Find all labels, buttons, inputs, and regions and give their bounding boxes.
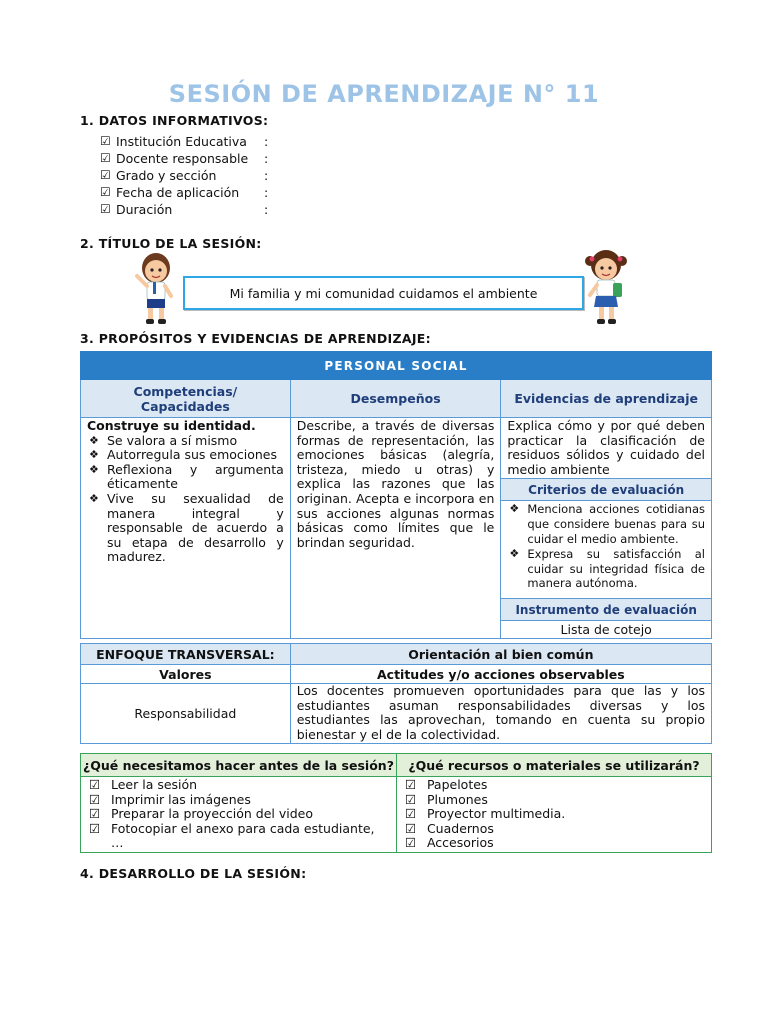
column-header-valores: Valores bbox=[81, 665, 291, 684]
list-item: ☑ Papelotes bbox=[404, 777, 488, 792]
checkbox-icon: ☑ bbox=[404, 835, 417, 851]
list-item: ☑ Accesorios bbox=[404, 835, 494, 851]
checkbox-icon: ☑ bbox=[89, 777, 101, 792]
checkbox-icon: ☑ bbox=[404, 820, 417, 836]
list-item: ☑ Preparar la proyección del video bbox=[89, 806, 313, 822]
datos-separator: : bbox=[264, 134, 269, 149]
column-header-evidencias: Evidencias de aprendizaje bbox=[501, 380, 712, 418]
page-title: SESIÓN DE APRENDIZAJE N° 11 bbox=[168, 80, 600, 108]
datos-list bbox=[100, 133, 268, 218]
datos-item bbox=[100, 167, 268, 184]
checkbox-icon: ☑ bbox=[89, 820, 101, 836]
evidencia-cell: Explica cómo y por qué deben practicar la clasificación de residuos sólidos y cuidado del medio ambiente bbox=[501, 418, 712, 479]
datos-separator: : bbox=[264, 202, 269, 217]
preparacion-table bbox=[80, 753, 712, 853]
checkbox-icon: ☑ bbox=[100, 168, 111, 182]
list-item: ❖ Se valora a sí mismo bbox=[87, 434, 284, 449]
datos-label: Fecha de aplicación bbox=[116, 185, 240, 200]
list-item: ❖ Vive su sexualidad de manera integral y responsable de acuerdo a su etapa de desarrollo y madurez. bbox=[87, 492, 284, 565]
criterios-cell bbox=[501, 501, 712, 599]
session-title-box: Mi familia y mi comunidad cuidamos el ambiente bbox=[183, 276, 584, 310]
list-item: ❖ Menciona acciones cotidianas que considere buenas para su cuidar el medio ambiente. bbox=[507, 502, 705, 546]
checkbox-icon: ☑ bbox=[100, 185, 111, 199]
checkbox-icon: ☑ bbox=[100, 202, 111, 216]
competencia-title: Construye su identidad. bbox=[87, 418, 256, 433]
checkbox-icon: ☑ bbox=[404, 806, 417, 822]
instrumento-header: Instrumento de evaluación bbox=[501, 599, 712, 621]
recursos-list bbox=[396, 777, 711, 853]
list-item: ☑ Imprimir las imágenes bbox=[89, 791, 251, 807]
list-item: ☑ Leer la sesión bbox=[89, 777, 198, 792]
propositos-table bbox=[80, 351, 712, 639]
desempeno-cell: Describe, a través de diversas formas de representación, las emociones básicas (alegría, tristeza, miedo u otras) y explica las razones que las originan. Acepta e incorpora en sus acciones algunas normas básicas como límites que le brindan seguridad. bbox=[290, 418, 501, 639]
checkbox-icon: ☑ bbox=[404, 791, 417, 807]
section-heading-titulo: 2. TÍTULO DE LA SESIÓN: bbox=[80, 236, 262, 251]
list-item: ☑ Fotocopiar el anexo para cada estudiante, … bbox=[89, 820, 375, 851]
criterios-header: Criterios de evaluación bbox=[501, 479, 712, 501]
datos-label: Grado y sección bbox=[116, 168, 217, 183]
valor-cell: Responsabilidad bbox=[81, 684, 291, 744]
checkbox-icon: ☑ bbox=[100, 134, 111, 148]
boy-student-illustration bbox=[133, 250, 179, 328]
datos-separator: : bbox=[264, 185, 269, 200]
actitud-cell: Los docentes promueven oportunidades para que las y los estudiantes asuman responsabilidades diversas y los estudiantes las aprovechan, tomando en cuenta su propio bienestar y el de la colectividad. bbox=[290, 684, 711, 744]
list-item: ❖ Reflexiona y argumenta éticamente bbox=[87, 463, 284, 492]
datos-item bbox=[100, 201, 268, 218]
datos-label: Docente responsable bbox=[116, 151, 249, 166]
datos-label: Institución Educativa bbox=[116, 134, 247, 149]
criterios-list bbox=[507, 502, 705, 591]
list-item: ☑ Proyector multimedia. bbox=[404, 806, 566, 822]
column-header-actitudes: Actitudes y/o acciones observables bbox=[290, 665, 711, 684]
column-header-desempenos: Desempeños bbox=[290, 380, 501, 418]
checkbox-icon: ☑ bbox=[89, 791, 101, 807]
enfoque-value: Orientación al bien común bbox=[290, 644, 711, 665]
datos-separator: : bbox=[264, 168, 269, 183]
enfoque-table bbox=[80, 643, 712, 744]
datos-item bbox=[100, 150, 268, 167]
competencias-cell bbox=[81, 418, 291, 639]
datos-separator: : bbox=[264, 151, 269, 166]
section-heading-propositos: 3. PROPÓSITOS Y EVIDENCIAS DE APRENDIZAJE: bbox=[80, 331, 431, 346]
list-item: ☑ Plumones bbox=[404, 791, 488, 807]
checkbox-icon: ☑ bbox=[100, 151, 111, 165]
enfoque-label: ENFOQUE TRANSVERSAL: bbox=[81, 644, 291, 665]
datos-label: Duración bbox=[116, 202, 173, 217]
instrumento-value: Lista de cotejo bbox=[501, 621, 712, 639]
section-heading-datos: 1. DATOS INFORMATIVOS: bbox=[80, 113, 269, 128]
list-item: ☑ Cuadernos bbox=[404, 820, 494, 836]
checkbox-icon: ☑ bbox=[89, 806, 101, 822]
girl-student-illustration bbox=[580, 247, 632, 329]
datos-item bbox=[100, 184, 268, 201]
checkbox-icon: ☑ bbox=[404, 777, 417, 792]
column-header-competencias: Competencias/ Capacidades bbox=[81, 380, 291, 418]
section-heading-desarrollo: 4. DESARROLLO DE LA SESIÓN: bbox=[80, 866, 307, 881]
list-item: ❖ Expresa su satisfacción al cuidar su integridad física de manera autónoma. bbox=[507, 547, 705, 591]
datos-item bbox=[100, 133, 268, 150]
area-header: PERSONAL SOCIAL bbox=[81, 352, 712, 380]
antes-list bbox=[81, 777, 397, 853]
list-item: ❖ Autorregula sus emociones bbox=[87, 448, 284, 463]
column-header-recursos: ¿Qué recursos o materiales se utilizarán? bbox=[396, 754, 711, 777]
column-header-antes: ¿Qué necesitamos hacer antes de la sesión? bbox=[81, 754, 397, 777]
capacidades-list bbox=[87, 434, 284, 565]
